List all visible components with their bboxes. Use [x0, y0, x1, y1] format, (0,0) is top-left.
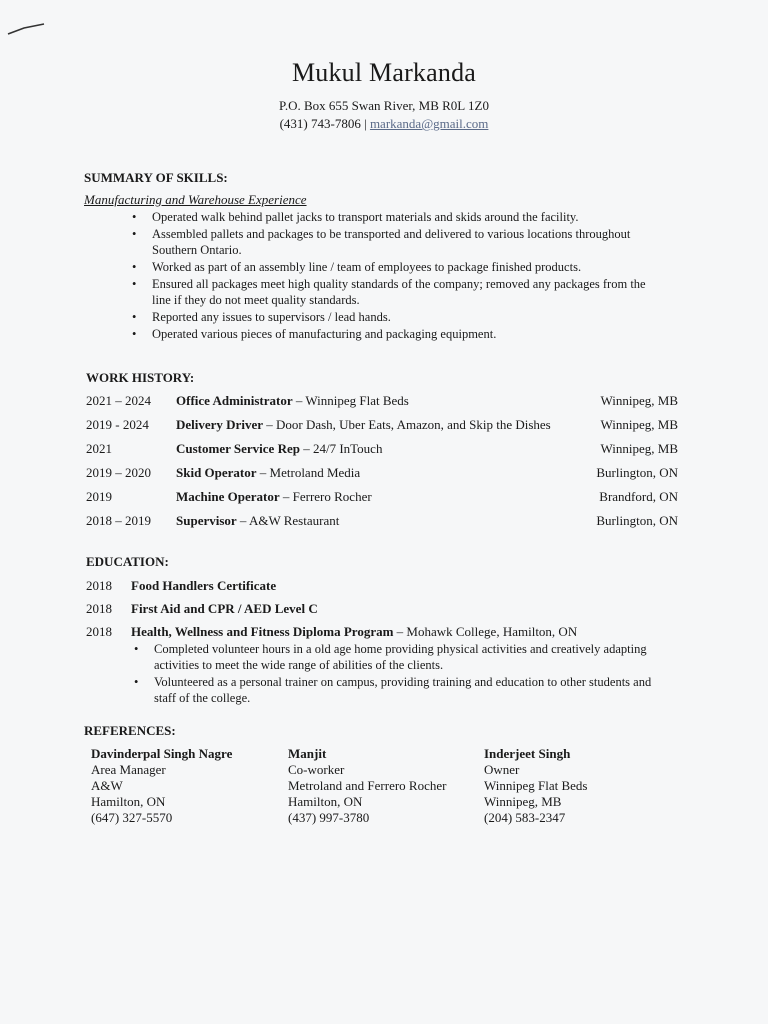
education-year: 2018	[86, 601, 112, 616]
job-role	[176, 441, 382, 457]
job-dates: 2019	[86, 489, 112, 504]
applicant-name: Mukul Markanda	[291, 58, 477, 87]
job-dates: 2019 – 2020	[86, 465, 151, 480]
job-location: Winnipeg, MB	[600, 417, 678, 432]
job-title: Skid Operator	[176, 465, 257, 480]
education-row	[86, 578, 276, 594]
job-location: Burlington, ON	[596, 465, 678, 480]
work-history-row	[86, 441, 678, 459]
job-role	[176, 465, 360, 481]
phone-number: (431) 743-7806 |	[279, 116, 367, 131]
reference-phone: (647) 327-5570	[91, 810, 173, 825]
job-employer: – Metroland Media	[256, 465, 361, 480]
contact-line	[0, 116, 768, 132]
job-role	[176, 489, 372, 505]
references-heading: REFERENCES:	[84, 723, 176, 738]
reference-phone: (204) 583-2347	[484, 810, 566, 825]
reference-name: Manjit	[288, 746, 327, 761]
education-year: 2018	[86, 624, 112, 639]
work-history-row	[86, 465, 678, 483]
education-year: 2018	[86, 578, 112, 593]
reference-company: A&W	[91, 778, 123, 793]
job-role	[176, 393, 409, 409]
mailing-address: P.O. Box 655 Swan River, MB R0L 1Z0	[279, 98, 489, 113]
job-title: Delivery Driver	[176, 417, 263, 432]
job-title: Customer Service Rep	[176, 441, 300, 456]
job-role	[176, 513, 339, 529]
work-history-row	[86, 393, 678, 411]
summary-subheading: Manufacturing and Warehouse Experience	[84, 192, 307, 207]
job-location: Winnipeg, MB	[600, 393, 678, 408]
summary-bullet: • Operated walk behind pallet jacks to transport materials and skids around the facility.	[132, 209, 652, 225]
reference-company: Metroland and Ferrero Rocher	[288, 778, 447, 793]
reference-city: Hamilton, ON	[288, 794, 363, 809]
reference-role: Co-worker	[288, 762, 345, 777]
reference-city: Hamilton, ON	[91, 794, 166, 809]
education-row	[86, 601, 318, 617]
education-bullet-list	[134, 641, 664, 707]
reference-city: Winnipeg, MB	[484, 794, 562, 809]
reference-card	[484, 746, 587, 826]
job-employer: – 24/7 InTouch	[299, 441, 383, 456]
job-title: Machine Operator	[176, 489, 280, 504]
job-employer: – Winnipeg Flat Beds	[292, 393, 409, 408]
work-history-row	[86, 417, 678, 435]
education-name: First Aid and CPR / AED Level C	[131, 601, 318, 616]
education-bullet: • Volunteered as a personal trainer on campus, providing training and education to other students and staff of the college.	[134, 674, 664, 706]
reference-role: Owner	[484, 762, 520, 777]
job-title: Supervisor	[176, 513, 237, 528]
reference-company: Winnipeg Flat Beds	[484, 778, 588, 793]
work-history-row	[86, 513, 678, 531]
summary-bullet: • Reported any issues to supervisors / lead hands.	[132, 309, 652, 325]
summary-bullet: • Worked as part of an assembly line / team of employees to package finished products.	[132, 259, 652, 275]
job-title: Office Administrator	[176, 393, 293, 408]
job-location: Winnipeg, MB	[600, 441, 678, 456]
work-history-row	[86, 489, 678, 507]
job-dates: 2018 – 2019	[86, 513, 151, 528]
job-dates: 2019 - 2024	[86, 417, 149, 432]
job-employer: – A&W Restaurant	[236, 513, 340, 528]
education-name: Health, Wellness and Fitness Diploma Program	[131, 624, 394, 639]
summary-bullet-list	[132, 209, 652, 343]
job-location: Brandford, ON	[599, 489, 678, 504]
reference-name: Davinderpal Singh Nagre	[91, 746, 233, 761]
summary-bullet: • Assembled pallets and packages to be transported and delivered to various locations throughout Southern Ontario.	[132, 226, 652, 258]
summary-bullet: • Operated various pieces of manufacturing and packaging equipment.	[132, 326, 652, 342]
reference-name: Inderjeet Singh	[484, 746, 571, 761]
education-heading: EDUCATION:	[86, 554, 169, 569]
summary-bullet: • Ensured all packages meet high quality standards of the company; removed any packages from the line if they do not meet quality standards.	[132, 276, 652, 308]
reference-card	[288, 746, 446, 826]
education-bullet: • Completed volunteer hours in a old age home providing physical activities and creatively adapting activities to meet the wide range of abilities of the clients.	[134, 641, 664, 673]
work-history-heading: WORK HISTORY:	[86, 370, 195, 385]
reference-card	[91, 746, 232, 826]
pen-mark-icon	[6, 22, 46, 36]
education-name: Food Handlers Certificate	[131, 578, 277, 593]
summary-heading: SUMMARY OF SKILLS:	[84, 170, 228, 185]
job-employer: – Ferrero Rocher	[279, 489, 372, 504]
job-dates: 2021	[86, 441, 112, 456]
job-location: Burlington, ON	[596, 513, 678, 528]
reference-phone: (437) 997-3780	[288, 810, 370, 825]
email-link[interactable]: markanda@gmail.com	[369, 116, 489, 131]
job-employer: – Door Dash, Uber Eats, Amazon, and Skip the Dishes	[262, 417, 551, 432]
education-row	[86, 624, 577, 640]
reference-role: Area Manager	[91, 762, 166, 777]
job-dates: 2021 – 2024	[86, 393, 151, 408]
education-detail: – Mohawk College, Hamilton, ON	[393, 624, 578, 639]
job-role	[176, 417, 551, 433]
